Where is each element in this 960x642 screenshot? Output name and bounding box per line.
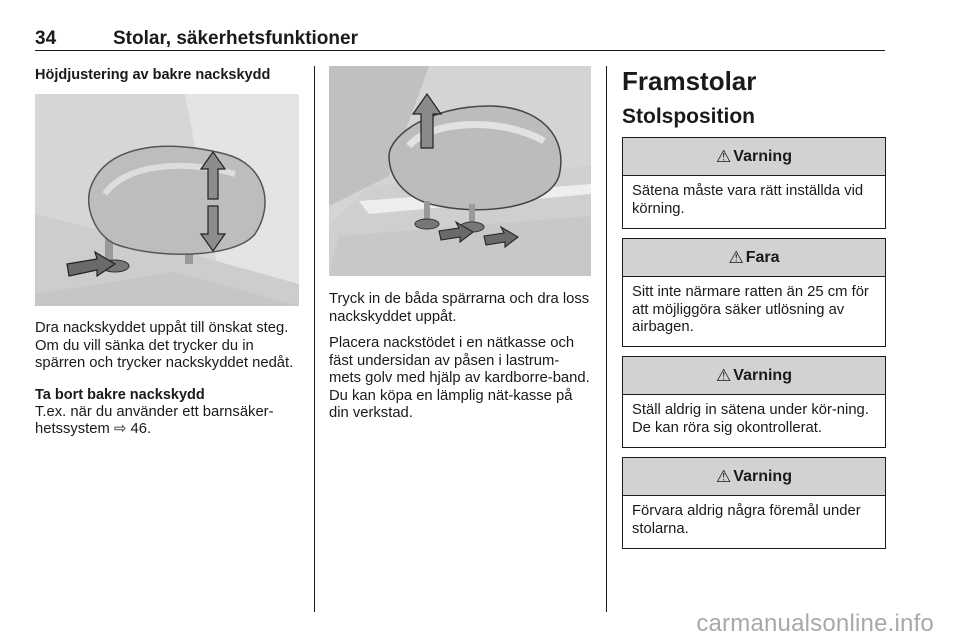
warning-text: Förvara aldrig några föremål under stolarna. [632, 503, 861, 537]
section-title-front-seats: Framstolar [622, 66, 757, 96]
warning-box-2 [622, 356, 886, 448]
paragraph-store-headrest: Placera nackstödet i en nätkasse och fäst undersidan av påsen i lastrum-mets golv med hjälp av kardborre-band. Du kan köpa en lämplig nät-kasse på din verkstad. [329, 335, 590, 421]
warning-label: Varning [733, 147, 792, 165]
watermark: carmanualsonline.info [696, 610, 934, 637]
danger-box [622, 238, 886, 347]
paragraph-adjust-instructions: Dra nackskyddet uppåt till önskat steg. Om du vill sänka det trycker du in spärren och trycker nackskyddet nedåt. [35, 320, 294, 371]
paragraph-press-latches: Tryck in de båda spärrarna och dra loss nackskyddet uppåt. [329, 291, 590, 325]
warning-triangle-icon: ⚠ [716, 365, 732, 385]
paragraph-remove-text: T.ex. när du använder ett barnsäker-hetssystem [35, 403, 274, 437]
section-heading-remove: Ta bort bakre nackskydd [35, 386, 205, 403]
headrest-removal-illustration [329, 66, 591, 276]
page-number: 34 [35, 28, 57, 49]
danger-box-header [623, 239, 885, 277]
warning-triangle-icon: ⚠ [716, 466, 732, 486]
warning-triangle-icon: ⚠ [728, 247, 744, 267]
warning-box-header [623, 138, 885, 176]
warning-label: Varning [733, 366, 792, 384]
warning-box-3 [622, 457, 886, 549]
danger-text: Sitt inte närmare ratten än 25 cm för att möjliggöra säker utlösning av airbagen. [632, 284, 869, 335]
danger-label: Fara [745, 248, 780, 266]
warning-box-header [623, 458, 885, 496]
warning-text: Ställ aldrig in sätena under kör-ning. De kan röra sig okontrollerat. [632, 402, 869, 436]
warning-label: Varning [733, 467, 792, 485]
warning-box-header [623, 357, 885, 395]
chapter-title: Stolar, säkerhetsfunktioner [113, 28, 358, 49]
paragraph-remove-reason [35, 404, 299, 439]
headrest-adjust-illustration [35, 94, 299, 306]
reference-page-link[interactable]: 46. [130, 421, 152, 437]
column-divider-2 [606, 66, 607, 612]
warning-triangle-icon: ⚠ [716, 146, 732, 166]
column-divider-1 [314, 66, 315, 612]
figure-headrest-removal [329, 66, 591, 276]
warning-text: Sätena måste vara rätt inställda vid körning. [632, 183, 864, 217]
warning-box-1 [622, 137, 886, 229]
section-heading-height-adjust: Höjdjustering av bakre nackskydd [35, 67, 271, 83]
column-right [622, 66, 886, 612]
subsection-title-seat-position: Stolsposition [622, 105, 755, 128]
figure-headrest-adjust [35, 94, 299, 306]
reference-arrow-icon: ⇨ [113, 421, 127, 437]
column-middle [329, 66, 591, 423]
column-left [35, 66, 299, 439]
page-header [35, 28, 885, 51]
